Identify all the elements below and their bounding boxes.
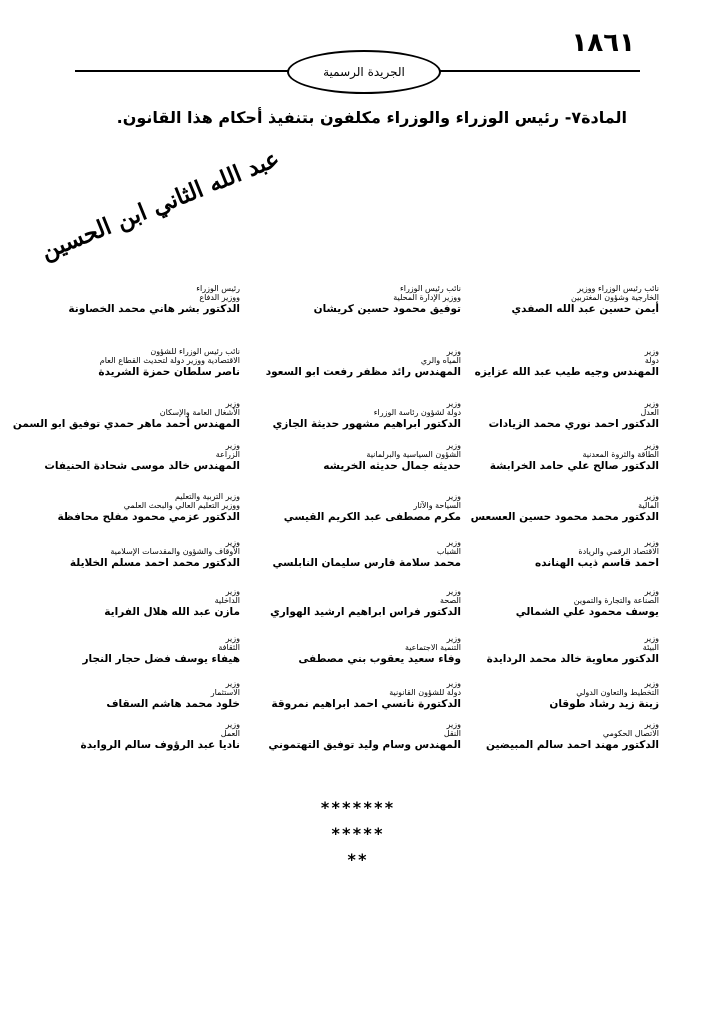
signatory-name: ناصر سلطان حمزة الشريدة xyxy=(98,366,240,378)
signatory-finance xyxy=(444,492,659,524)
signatory-title: نائب رئيس الوزراء للشؤون xyxy=(150,347,240,356)
signatory-title: رئيس الوزراء xyxy=(196,284,240,293)
signatory-industry xyxy=(444,587,659,619)
signatory-name: الدكتور صالح علي حامد الخرابشة xyxy=(489,460,659,472)
signatory-title: وزير xyxy=(644,538,659,547)
signatory-name: الدكتور محمد محمود حسين العسعس xyxy=(470,511,659,523)
signatory-title: النقل xyxy=(443,729,461,738)
royal-signature xyxy=(37,144,284,266)
signatory-title: وزير xyxy=(225,634,240,643)
signatory-title: وزير xyxy=(446,587,461,596)
signatory-title: ووزير الإدارة المحلية xyxy=(393,293,461,302)
signatory-title: الصحة xyxy=(439,596,461,605)
signatory-title: دولة لشؤون رئاسة الوزراء xyxy=(373,408,461,417)
signatory-title: دولة xyxy=(644,356,659,365)
signatory-name: الدكتورة نانسي احمد ابراهيم نمروقة xyxy=(271,698,461,710)
signatory-title: وزير xyxy=(225,679,240,688)
signatory-title: وزير xyxy=(225,538,240,547)
signatory-name: الدكتور احمد نوري محمد الزيادات xyxy=(488,418,659,430)
signatory-title: وزير xyxy=(225,399,240,408)
signatory-title: وزير xyxy=(644,492,659,501)
signatory-title: وزير xyxy=(644,587,659,596)
signatory-title: التنمية الاجتماعية xyxy=(404,643,461,652)
signatory-name: المهندس رائد مظفر رفعت ابو السعود xyxy=(265,366,461,378)
signatory-title: وزير xyxy=(644,634,659,643)
signatory-title: الطاقة والثروة المعدنية xyxy=(582,450,659,459)
separator-stars: ***** xyxy=(330,824,385,843)
signatory-deputy-foreign-affairs xyxy=(444,284,659,316)
page-number: ١٨٦١ xyxy=(571,28,635,58)
signatory-government-communication xyxy=(444,720,659,752)
signatory-labour xyxy=(25,720,240,752)
signatory-name: احمد قاسم ذيب الهنانده xyxy=(535,557,659,569)
signatory-social-development xyxy=(246,634,461,666)
signatory-digital-economy xyxy=(444,538,659,570)
signatory-name: يوسف محمود علي الشمالي xyxy=(515,606,659,618)
signatory-title: الخارجية وشؤون المغتربين xyxy=(571,293,659,302)
signatory-name: الدكتور ابراهيم مشهور حديثة الجازي xyxy=(272,418,461,430)
signatory-title: وزير xyxy=(446,634,461,643)
signatory-title: وزير xyxy=(446,492,461,501)
signatory-tourism xyxy=(246,492,461,524)
signatory-title: وزير xyxy=(225,720,240,729)
article-text: المادة٧- رئيس الوزراء والوزراء مكلفون بتنفيذ أحكام هذا القانون. xyxy=(116,108,627,127)
signatory-public-works xyxy=(12,399,240,431)
signatory-name: ناديا عبد الرؤوف سالم الروابدة xyxy=(80,739,240,751)
signatory-title: وزير xyxy=(644,399,659,408)
signatory-title: وزير xyxy=(225,587,240,596)
separator-stars: ******* xyxy=(320,798,395,817)
signatory-pm-affairs xyxy=(246,399,461,431)
signatory-title: السياحة والآثار xyxy=(413,501,461,510)
signatory-title: دولة للشؤون القانونية xyxy=(389,688,461,697)
signatory-name: وفاء سعيد يعقوب بني مصطفى xyxy=(298,653,461,665)
signatory-prime-minister xyxy=(25,284,240,316)
signatory-name: الدكتور مهند احمد سالم المبيضين xyxy=(486,739,659,751)
signatory-name: مازن عبد الله هلال الفراية xyxy=(104,606,240,618)
signatory-name: المهندس خالد موسى شحادة الحنيفات xyxy=(44,460,240,472)
signatory-name: حديثه جمال حديثه الخريشه xyxy=(323,460,461,472)
signatory-name: خلود محمد هاشم السقاف xyxy=(106,698,240,710)
signatory-awqaf xyxy=(25,538,240,570)
signatory-justice xyxy=(444,399,659,431)
signatory-name: الدكتور بشر هاني محمد الخصاونة xyxy=(68,303,240,315)
signatory-health xyxy=(246,587,461,619)
signatory-title: العدل xyxy=(640,408,659,417)
signatory-deputy-local-admin xyxy=(246,284,461,316)
signatory-title: وزير xyxy=(446,441,461,450)
signatory-name: هيفاء يوسف فضل حجار النجار xyxy=(82,653,240,665)
signatory-state xyxy=(444,347,659,379)
signatory-name: مكرم مصطفى عبد الكريم القيسي xyxy=(283,511,461,523)
signatory-title: التخطيط والتعاون الدولي xyxy=(576,688,659,697)
signatory-title: الزراعة xyxy=(215,450,240,459)
signatory-name: توفيق محمود حسين كريشان xyxy=(313,303,461,315)
signatory-title: نائب رئيس الوزراء ووزير xyxy=(577,284,659,293)
signatory-legal-affairs xyxy=(246,679,461,711)
signatory-title: الصناعة والتجارة والتموين xyxy=(573,596,659,605)
signatory-energy xyxy=(444,441,659,473)
signatory-water xyxy=(246,347,461,379)
signatory-title: العمل xyxy=(220,729,240,738)
signatory-youth xyxy=(246,538,461,570)
separator-stars: ** xyxy=(346,850,369,869)
signatory-title: وزير التربية والتعليم xyxy=(174,492,240,501)
signatory-name: المهندس أحمد ماهر حمدي توفيق ابو السمن xyxy=(12,418,240,430)
gazette-header: الجريدة الرسمية xyxy=(287,50,441,94)
signatory-title: وزير xyxy=(446,399,461,408)
signatory-name: الدكتور معاوية خالد محمد الردايدة xyxy=(486,653,659,665)
signatory-culture xyxy=(25,634,240,666)
signatory-deputy-economic xyxy=(25,347,240,379)
signatory-title: وزير xyxy=(644,679,659,688)
signatory-name: زينة زيد رشاد طوقان xyxy=(549,698,659,710)
signatory-name: الدكتور عزمي محمود مفلح محافظة xyxy=(57,511,240,523)
signatory-title: الأشغال العامة والإسكان xyxy=(159,408,240,417)
signatory-title: وزير xyxy=(644,720,659,729)
signatory-title: وزير xyxy=(225,441,240,450)
signatory-title: ووزير التعليم العالي والبحث العلمي xyxy=(123,501,240,510)
signatory-title: الشباب xyxy=(436,547,461,556)
signatory-name: المهندس وجيه طيب عبد الله عزايزه xyxy=(474,366,659,378)
signatory-title: المياه والري xyxy=(420,356,461,365)
signatory-investment xyxy=(25,679,240,711)
signatory-title: وزير xyxy=(644,441,659,450)
signatory-title: الثقافة xyxy=(218,643,240,652)
signatory-title: الداخلية xyxy=(214,596,240,605)
signatory-name: الدكتور فراس ابراهيم ارشيد الهواري xyxy=(270,606,461,618)
signatory-name: الدكتور محمد احمد مسلم الخلايلة xyxy=(69,557,240,569)
signatory-name: محمد سلامة فارس سليمان النابلسي xyxy=(272,557,461,569)
signatory-agriculture xyxy=(25,441,240,473)
signatory-title: وزير xyxy=(446,720,461,729)
signatory-title: الاقتصادية ووزير دولة لتحديث القطاع العام xyxy=(99,356,240,365)
signatory-title: البيئة xyxy=(642,643,659,652)
signatory-name: المهندس وسام وليد توفيق التهتموني xyxy=(268,739,461,751)
signatory-title: الاقتصاد الرقمي والريادة xyxy=(578,547,659,556)
royal-signature-text: عبد الله الثاني ابن الحسين xyxy=(37,144,284,266)
signatory-planning xyxy=(444,679,659,711)
signatory-title: الاستثمار xyxy=(210,688,240,697)
signatory-title: الشؤون السياسية والبرلمانية xyxy=(366,450,461,459)
signatory-title: وزير xyxy=(446,679,461,688)
signatory-title: الاتصال الحكومي xyxy=(602,729,659,738)
signatory-transport xyxy=(246,720,461,752)
signatory-education xyxy=(25,492,240,524)
signatory-title: المالية xyxy=(638,501,659,510)
signatory-title: وزير xyxy=(644,347,659,356)
signatory-title: ووزير الدفاع xyxy=(199,293,240,302)
signatory-interior xyxy=(25,587,240,619)
signatory-environment xyxy=(444,634,659,666)
signatory-title: وزير xyxy=(446,538,461,547)
signatory-political-affairs xyxy=(246,441,461,473)
signatory-title: الأوقاف والشؤون والمقدسات الإسلامية xyxy=(110,547,240,556)
signatory-title: وزير xyxy=(446,347,461,356)
signatory-name: أيمن حسين عبد الله الصفدي xyxy=(511,303,659,315)
signatory-title: نائب رئيس الوزراء xyxy=(399,284,461,293)
